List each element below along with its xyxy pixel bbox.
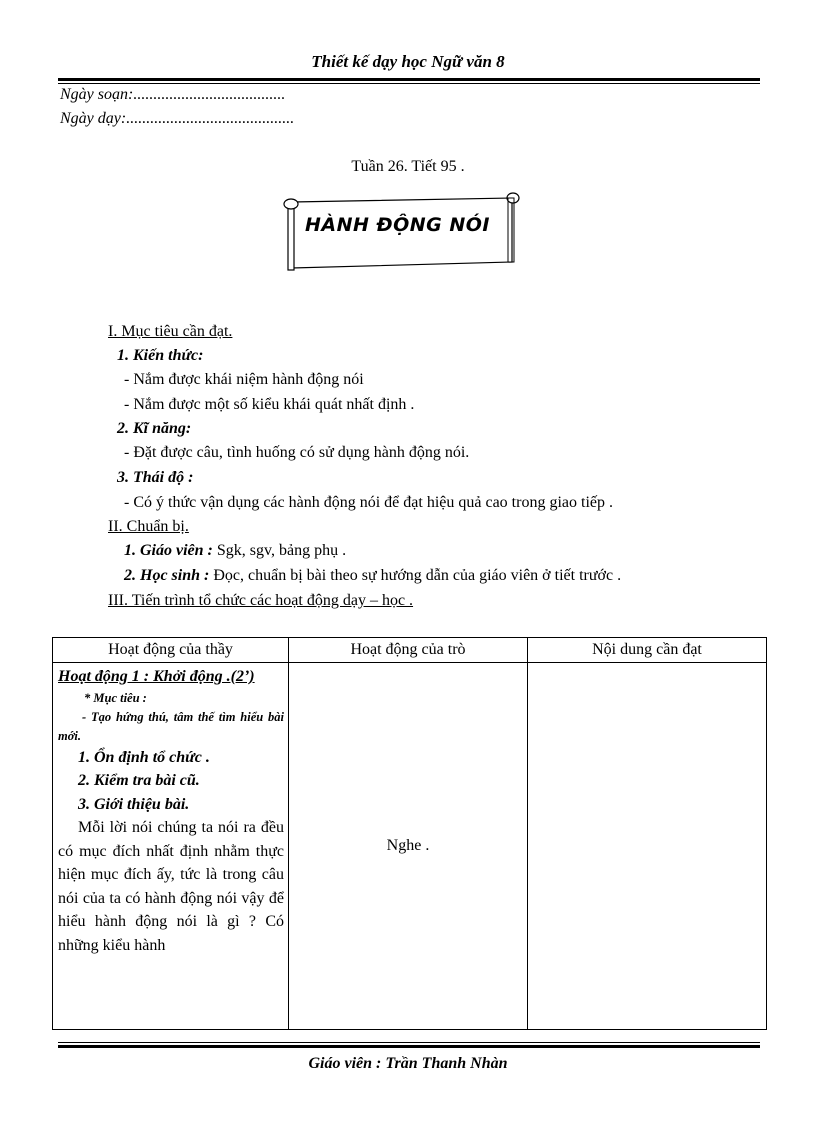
week-lesson-line: Tuần 26. Tiết 95 . <box>351 158 465 175</box>
knowledge-item: - Nắm được khái niệm hành động nói <box>124 371 364 388</box>
student-activity-text: Nghe . <box>386 837 430 854</box>
teach-date: Ngày dạy:.......................................... <box>60 110 295 127</box>
header-double-rule <box>58 78 760 84</box>
section2-heading <box>108 518 189 536</box>
attitude-label: 3. Thái độ : <box>117 469 194 486</box>
prep-date: Ngày soạn:...................................... <box>60 86 286 103</box>
teacher-prep <box>124 542 346 560</box>
intro-text: Mỗi lời nói chúng ta nói ra đều có mục đích nhất định nhằm thực hiện mục đích ấy, tức là trong câu nói của ta có hành động nói vậy để hiểu hành động nói là gì ? Có những kiểu hành <box>58 819 284 954</box>
knowledge-item: - Nắm được một số kiểu khái quát nhất định . <box>124 396 415 413</box>
student-prep-text: Đọc, chuẩn bị bài theo sự hướng dẫn của giáo viên ở tiết trước . <box>209 567 622 584</box>
col-header-content: Nội dung cần đạt <box>528 638 767 663</box>
skill-label: 2. Kĩ năng: <box>117 420 192 437</box>
teacher-activity-cell <box>53 663 289 1030</box>
lesson-plan-table <box>52 637 767 1030</box>
col-header-student: Hoạt động của trò <box>289 638 528 663</box>
step-intro: 3. Giới thiệu bài. <box>78 795 190 813</box>
section1-heading-text: I. Mục tiêu cần đạt. <box>108 323 233 340</box>
activity-title: Hoạt động 1 : Khởi động .(2’) <box>58 668 255 685</box>
teacher-prep-text: Sgk, sgv, bảng phụ . <box>212 542 347 559</box>
col-header-teacher: Hoạt động của thầy <box>53 638 289 663</box>
knowledge-label: 1. Kiến thức: <box>117 347 204 364</box>
section3-heading-text: III. Tiến trình tổ chức các hoạt động dạy – học . <box>108 592 414 609</box>
table-row <box>53 663 767 1030</box>
page-footer: Giáo viên : Trần Thanh Nhàn <box>308 1055 508 1072</box>
goal-text: - Tạo hứng thú, tâm thế tìm hiểu bài mới. <box>58 709 284 743</box>
section2-heading-text: II. Chuẩn bị. <box>108 518 189 535</box>
student-prep-label: 2. Học sinh : <box>124 567 210 584</box>
section1-heading <box>108 323 232 341</box>
table-header-row <box>53 638 767 663</box>
step-organize: 1. Ổn định tổ chức . <box>78 748 210 766</box>
page-header-title: Thiết kế dạy học Ngữ văn 8 <box>311 52 505 71</box>
step-review: 2. Kiểm tra bài cũ. <box>78 772 200 789</box>
goal-label: * Mục tiêu : <box>84 690 147 705</box>
skill-item: - Đặt được câu, tình huống có sử dụng hành động nói. <box>124 444 470 461</box>
student-activity-cell <box>289 663 528 1030</box>
attitude-item: - Có ý thức vận dụng các hành động nói để đạt hiệu quả cao trong giao tiếp . <box>124 494 613 511</box>
footer-double-rule <box>58 1042 760 1048</box>
teacher-prep-label: 1. Giáo viên : <box>124 542 213 559</box>
lesson-title: HÀNH ĐỘNG NÓI <box>305 214 490 236</box>
content-cell <box>528 663 767 1030</box>
section3-heading <box>108 592 413 610</box>
student-prep <box>124 567 621 585</box>
